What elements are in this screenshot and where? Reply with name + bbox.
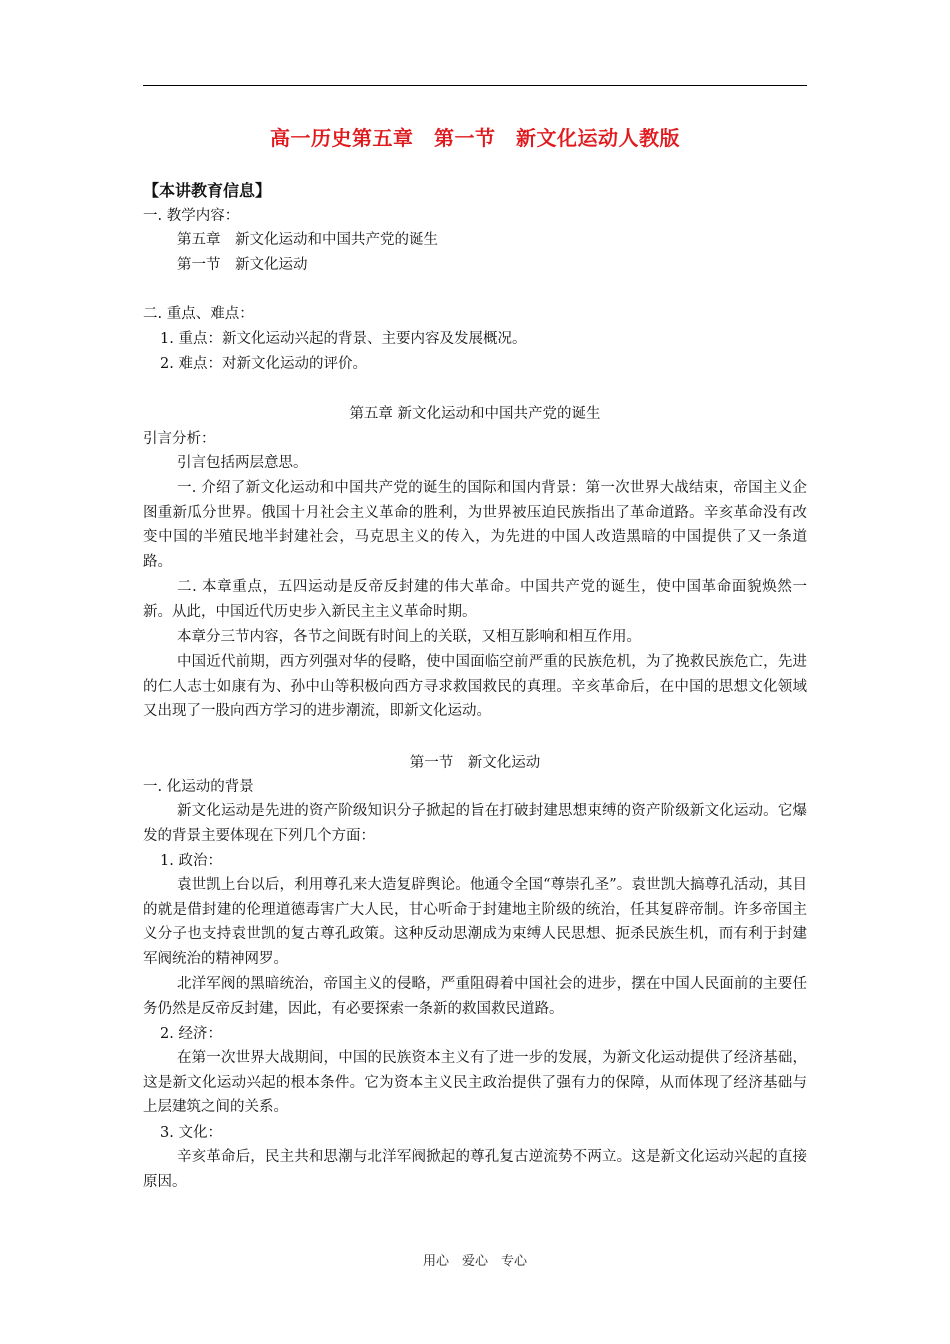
intro-para-2: 一. 介绍了新文化运动和中国共产党的诞生的国际和国内背景：第一次世界大战结束，帝国主义企图重新瓜分世界。俄国十月社会主义革命的胜利，为世界被压迫民族指出了革命道路。辛亥革命没有改变中国的半殖民地半封建社会，马克思主义的传入，为先进的中国人改造黑暗的中国提供了又一条道路。 — [143, 480, 807, 570]
politics-para-1: 袁世凯上台以后，利用尊孔来大造复辟舆论。他通令全国“尊崇孔圣”。袁世凯大搞尊孔活动，其目的就是借封建的伦理道德毒害广大人民，甘心听命于封建地主阶级的统治，任其复辟帝制。许多帝国主义分子也支持袁世凯的复古尊孔政策。这种反动思潮成为束缚人民思想、扼杀民族生机，而有利于封建军阀统治的精神网罗。 — [143, 877, 807, 967]
sec2-item-1: 1. 重点：新文化运动兴起的背景、主要内容及发展概况。 — [160, 331, 527, 347]
culture-label: 3. 文化： — [160, 1125, 222, 1141]
sec2-item-2: 2. 难点：对新文化运动的评价。 — [160, 356, 367, 372]
header-rule — [143, 85, 807, 86]
intro-para-1: 引言包括两层意思。 — [177, 455, 308, 471]
section-heading: 【本讲教育信息】 — [143, 181, 272, 200]
sec2-label: 二. 重点、难点： — [143, 306, 254, 322]
bg-para-1: 新文化运动是先进的资产阶级知识分子掀起的旨在打破封建思想束缚的资产阶级新文化运动。它爆发的背景主要体现在下列几个方面： — [143, 803, 807, 844]
section-title: 第一节 新文化运动 — [409, 755, 541, 771]
politics-label: 1. 政治： — [160, 853, 222, 869]
intro-para-5: 中国近代前期，西方列强对华的侵略，使中国面临空前严重的民族危机，为了挽救民族危亡，先进的仁人志士如康有为、孙中山等积极向西方寻求救国救民的真理。辛亥革命后，在中国的思想文化领域又出现了一股向西方学习的进步潮流，即新文化运动。 — [143, 654, 807, 719]
page-footer: 用心 爱心 专心 — [422, 1254, 527, 1269]
economy-label: 2. 经济： — [160, 1026, 222, 1042]
sec1-label: 一. 教学内容： — [143, 208, 240, 224]
document-title: 高一历史第五章 第一节 新文化运动人教版 — [270, 126, 680, 150]
chapter-title: 第五章 新文化运动和中国共产党的诞生 — [349, 406, 601, 422]
culture-para-1: 辛亥革命后，民主共和思潮与北洋军阀掀起的尊孔复古逆流势不两立。这是新文化运动兴起的直接原因。 — [143, 1149, 807, 1190]
intro-label: 引言分析： — [143, 431, 216, 447]
sec1-chapter: 第五章 新文化运动和中国共产党的诞生 — [177, 232, 438, 248]
politics-para-2: 北洋军阀的黑暗统治，帝国主义的侵略，严重阻碍着中国社会的进步，摆在中国人民面前的主要任务仍然是反帝反封建，因此，有必要探索一条新的救国救民道路。 — [143, 976, 807, 1017]
sec1-section: 第一节 新文化运动 — [177, 257, 308, 273]
bg-label: 一. 化运动的背景 — [143, 779, 254, 795]
intro-para-3: 二. 本章重点，五四运动是反帝反封建的伟大革命。中国共产党的诞生，使中国革命面貌焕然一新。从此，中国近代历史步入新民主主义革命时期。 — [143, 579, 807, 620]
intro-para-4: 本章分三节内容，各节之间既有时间上的关联，又相互影响和相互作用。 — [177, 629, 641, 645]
economy-para-1: 在第一次世界大战期间，中国的民族资本主义有了进一步的发展，为新文化运动提供了经济基础，这是新文化运动兴起的根本条件。它为资本主义民主政治提供了强有力的保障，从而体现了经济基础与上层建筑之间的关系。 — [143, 1050, 807, 1115]
